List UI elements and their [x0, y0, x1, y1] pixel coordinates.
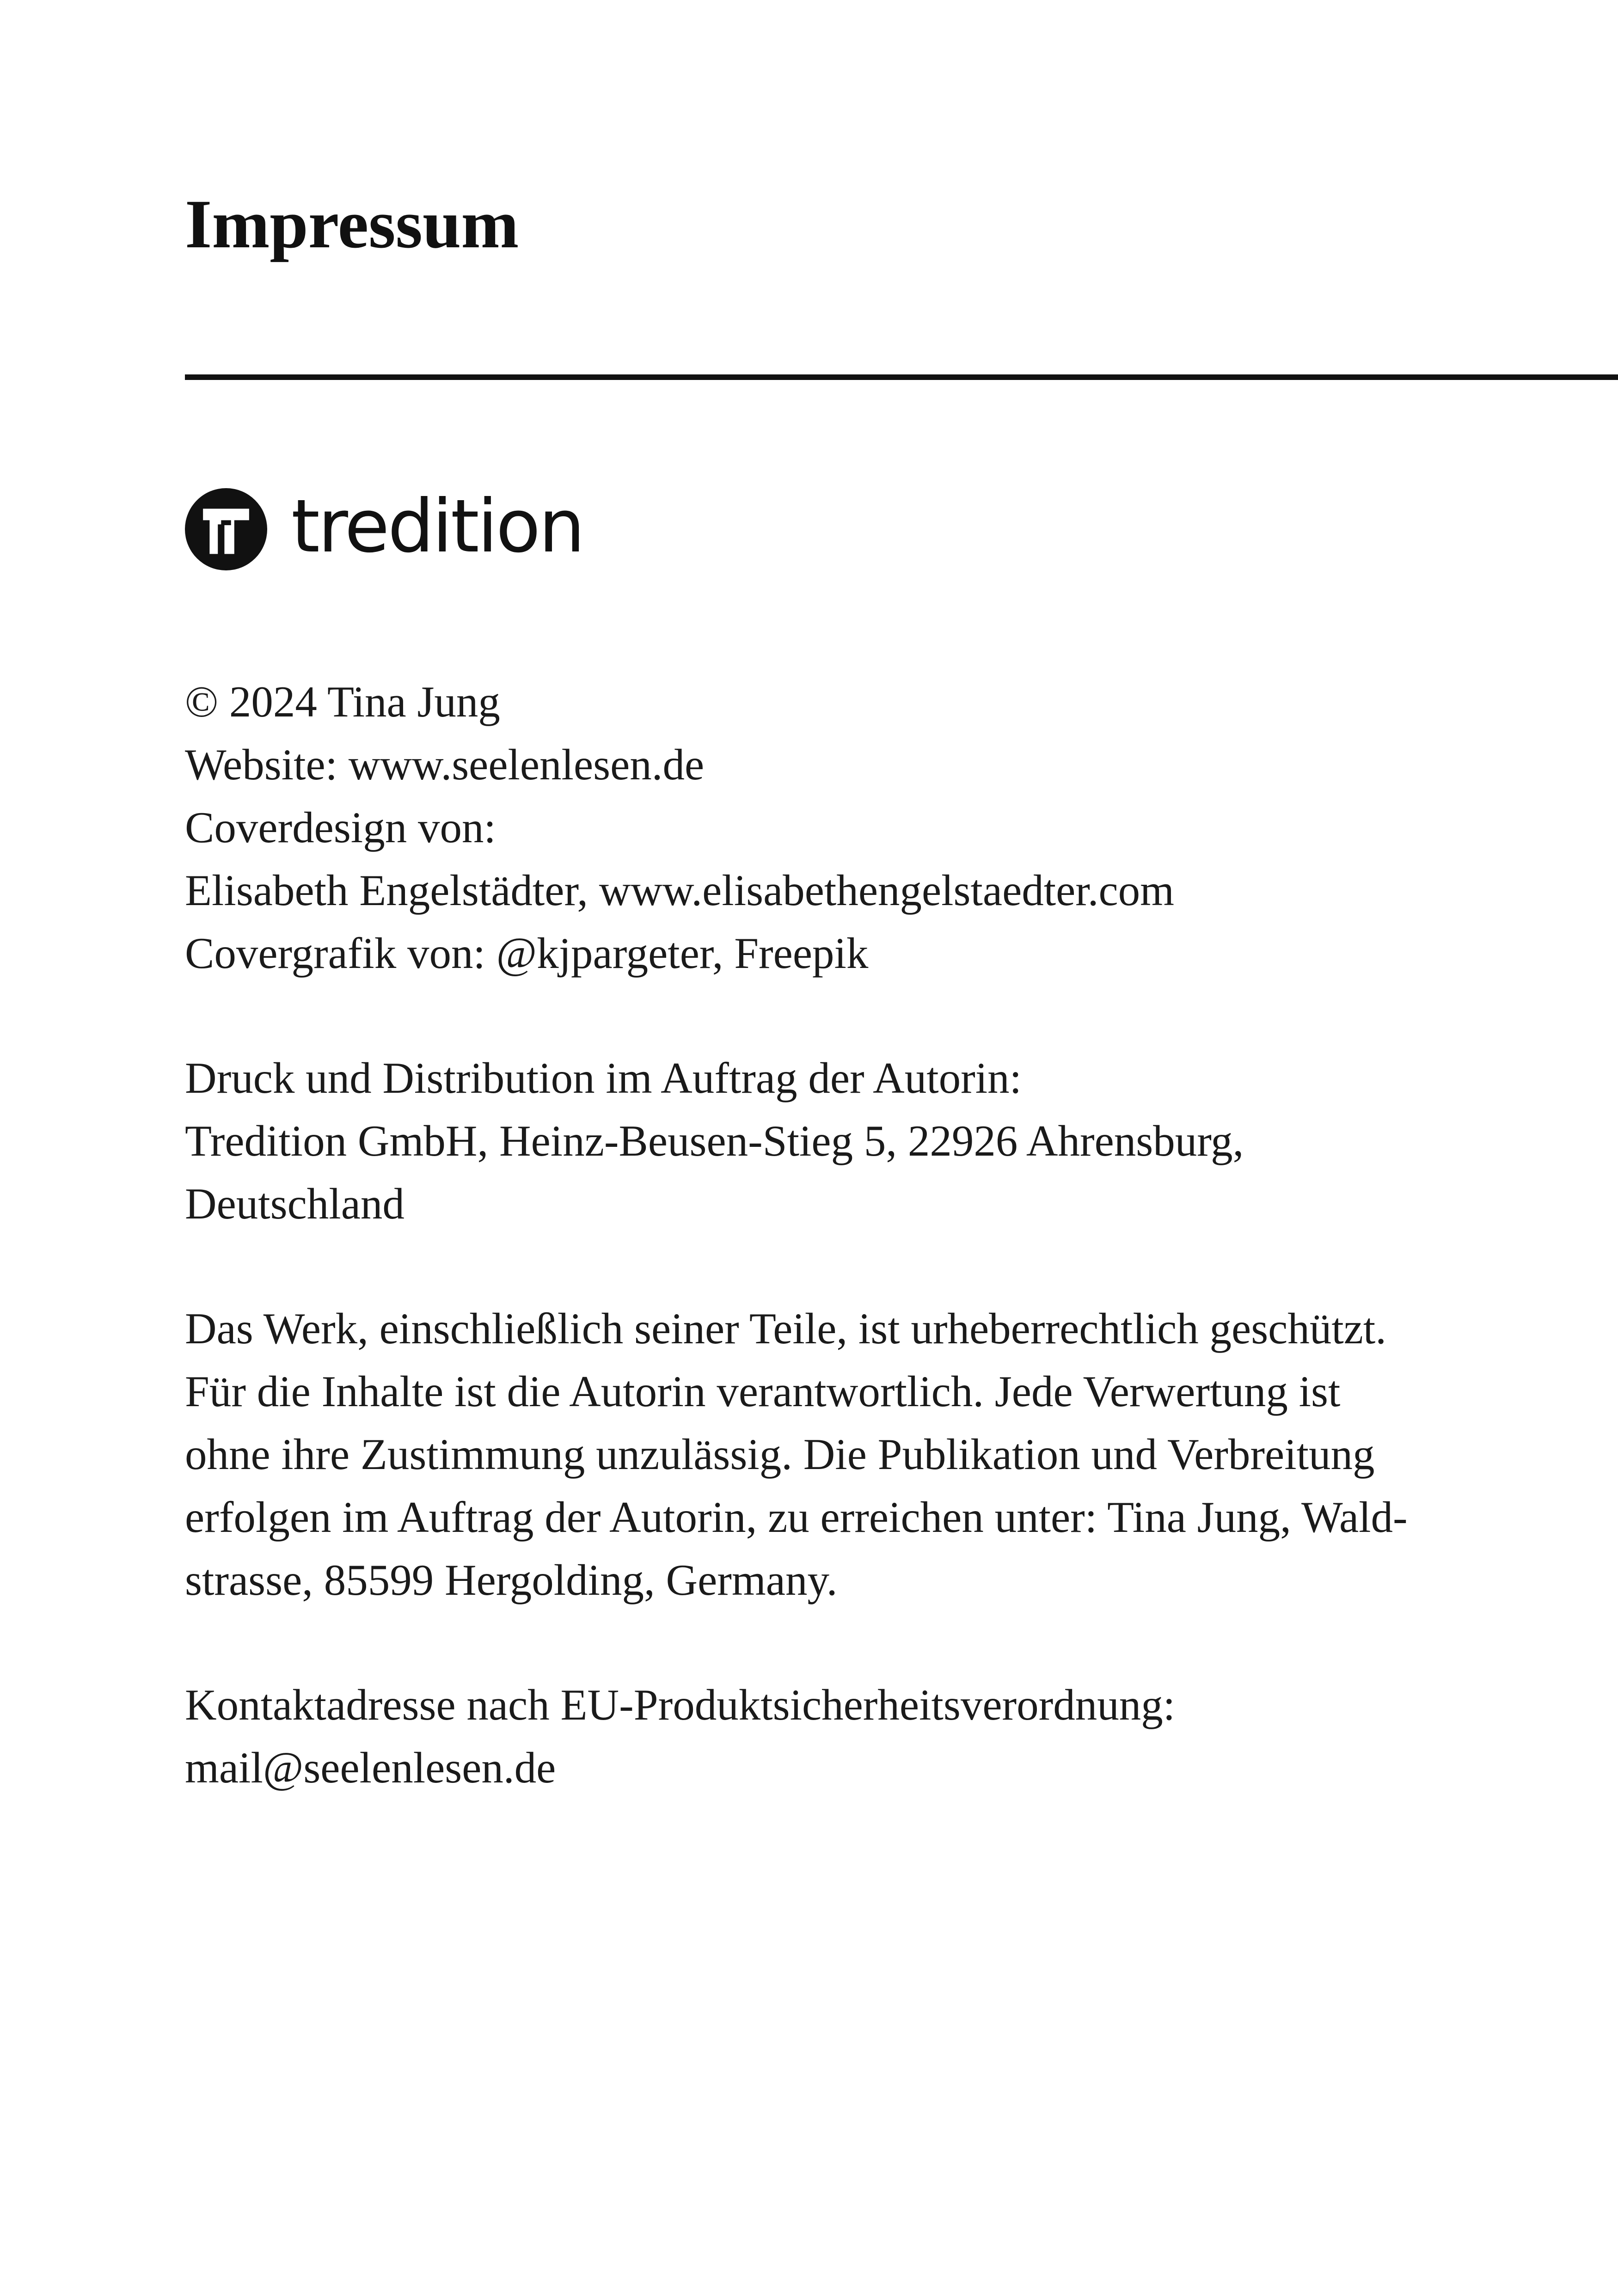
- credits-block: [185, 670, 1572, 985]
- contact-email: mail@seelenlesen.de: [185, 1743, 556, 1792]
- copyright-notice-block: [185, 1297, 1572, 1611]
- notice-line: ohne ihre Zustimmung unzulässig. Die Publikation und Verbreitung: [185, 1430, 1375, 1479]
- printing-line: Deutschland: [185, 1179, 404, 1228]
- tredition-logo-icon: [185, 488, 267, 570]
- coverdesign-label: Coverdesign von:: [185, 803, 496, 852]
- divider: [185, 374, 1618, 380]
- page-title: Impressum: [185, 186, 519, 263]
- copyright-line: © 2024 Tina Jung: [185, 677, 500, 726]
- logo-wordmark: tredition: [291, 484, 583, 569]
- coverdesign-credit: Elisabeth Engelstädter, www.elisabethengelstaedter.com: [185, 866, 1175, 915]
- notice-line: erfolgen im Auftrag der Autorin, zu erreichen unter: Tina Jung, Wald-: [185, 1493, 1408, 1542]
- notice-line: Das Werk, einschließlich seiner Teile, ist urheberrechtlich geschützt.: [185, 1304, 1387, 1353]
- covergrafik-credit: Covergrafik von: @kjpargeter, Freepik: [185, 929, 869, 978]
- notice-line: Für die Inhalte ist die Autorin verantwortlich. Jede Verwertung ist: [185, 1367, 1341, 1416]
- printing-line: Druck und Distribution im Auftrag der Autorin:: [185, 1053, 1022, 1102]
- notice-line: strasse, 85599 Hergolding, Germany.: [185, 1555, 838, 1604]
- printing-block: [185, 1047, 1572, 1235]
- printing-line: Tredition GmbH, Heinz-Beusen-Stieg 5, 22926 Ahrensburg,: [185, 1116, 1244, 1165]
- website-line: Website: www.seelenlesen.de: [185, 740, 705, 789]
- contact-block: [185, 1673, 1572, 1799]
- contact-label: Kontaktadresse nach EU-Produktsicherheitsverordnung:: [185, 1680, 1176, 1729]
- impressum-content: [185, 670, 1572, 1861]
- publisher-logo: [185, 485, 583, 573]
